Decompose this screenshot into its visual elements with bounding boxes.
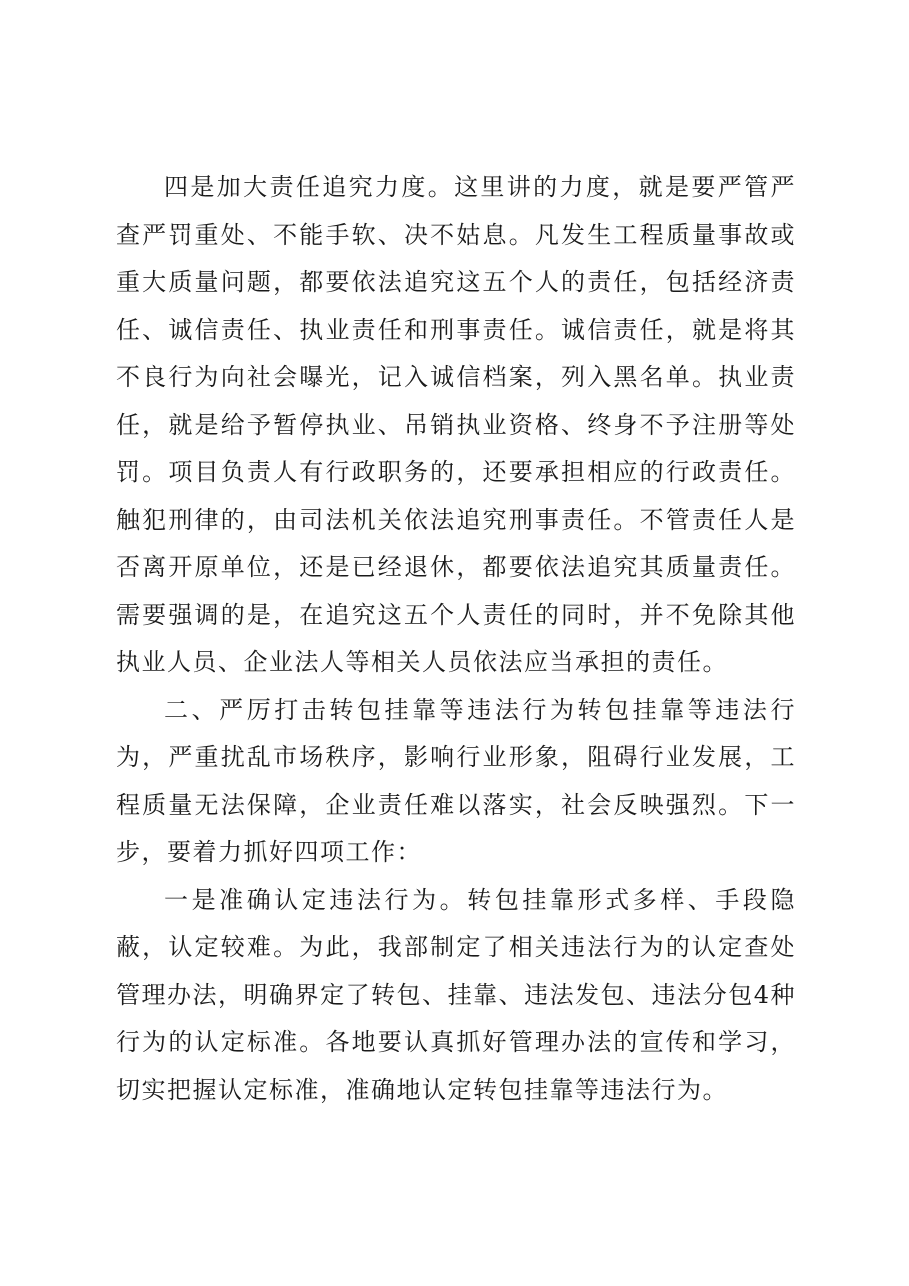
document-body [116, 164, 796, 1114]
paragraph-identify-violations: 一是准确认定违法行为。转包挂靠形式多样、手段隐蔽，认定较难。为此，我部制定了相关违法行为的认定查处管理办法，明确界定了转包、挂靠、违法发包、违法分包4种行为的认定标准。各地要认真抓好管理办法的宣传和学习，切实把握认定标准，准确地认定转包挂靠等违法行为。 [116, 885, 796, 1104]
paragraph-accountability: 四是加大责任追究力度。这里讲的力度，就是要严管严查严罚重处、不能手软、决不姑息。凡发生工程质量事故或重大质量问题，都要依法追究这五个人的责任，包括经济责任、诚信责任、执业责任和刑事责任。诚信责任，就是将其不良行为向社会曝光，记入诚信档案，列入黑名单。执业责任，就是给予暂停执业、吊销执业资格、终身不予注册等处罚。项目负责人有行政职务的，还要承担相应的行政责任。触犯刑律的，由司法机关依法追究刑事责任。不管责任人是否离开原单位，还是已经退休，都要依法追究其质量责任。需要强调的是，在追究这五个人责任的同时，并不免除其他执业人员、企业法人等相关人员依法应当承担的责任。 [116, 173, 796, 676]
paragraph-crackdown-heading: 二、严厉打击转包挂靠等违法行为转包挂靠等违法行为，严重扰乱市场秩序，影响行业形象，阻碍行业发展，工程质量无法保障，企业责任难以落实，社会反映强烈。下一步，要着力抓好四项工作： [116, 695, 796, 866]
